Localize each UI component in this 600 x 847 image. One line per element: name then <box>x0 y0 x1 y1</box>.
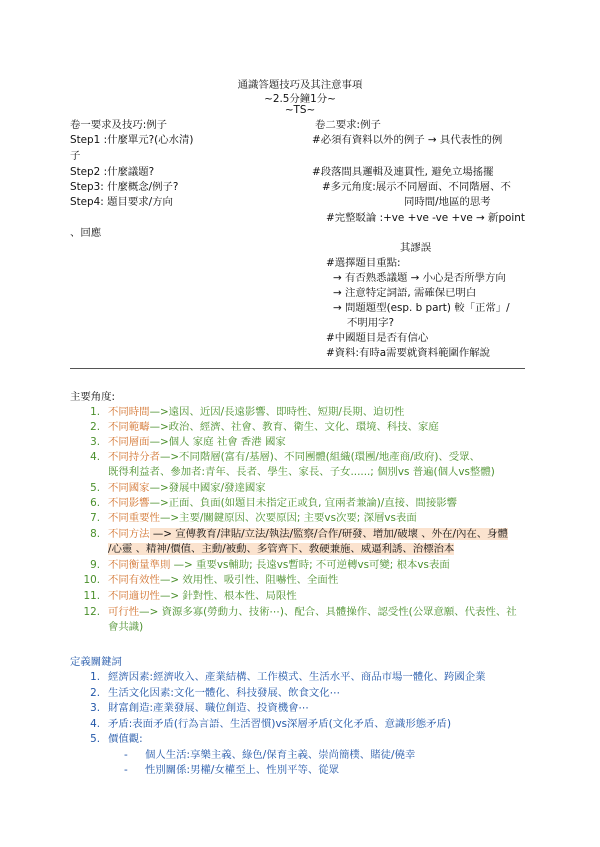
angle-lead: 不同重要性 <box>108 512 160 524</box>
list-item <box>108 573 338 587</box>
list-item <box>108 605 517 619</box>
list-item <box>108 589 297 603</box>
mistake-choose-topic: #選擇題目重點: <box>326 257 401 269</box>
keyword-number: 2. <box>90 687 100 699</box>
angle-detail-highlighted: /心靈 、精神/價值、主動/被動、多管齊下、敎硬兼施、威逼利誘、治標治本 <box>108 543 455 555</box>
list-item: 生活文化因素:文化一體化、科技發展、飲食文化⋯ <box>108 687 341 699</box>
step3: Step3: 什麼概念/例子? <box>70 181 179 193</box>
angle-number: 2. <box>90 421 100 433</box>
paper2-point-perspectives: #多元角度:展示不同層面、不同階層、不 <box>322 181 511 193</box>
angle-detail-line2: 會共識) <box>108 621 144 633</box>
list-item: 矛盾:表面矛盾(行為言語、生活習慣)vs深層矛盾(文化矛盾、意識形態矛盾) <box>108 718 451 730</box>
sub-bullet-dash: - <box>124 749 128 761</box>
paper1-heading: 卷一要求及技巧:例子 <box>70 119 168 131</box>
angle-lead: 不同時間 <box>108 406 150 418</box>
list-item: 經濟因素:經濟收入、產業結構、工作模式、生活水平、商品市場一體化、跨國企業 <box>108 671 486 683</box>
angle-lead: 不同有效性 <box>108 574 160 586</box>
angle-detail-highlighted: —> 宣傳教育/津貼/立法/執法/監察/合作/研發、增加/破壞 、外在/內在、身體 <box>149 528 508 540</box>
step2: Step2 :什麼議題? <box>70 166 155 178</box>
paper2-point-rebuttal: #完整駁論 :+ve +ve -ve +ve → 新point <box>326 212 525 224</box>
angle-detail: —>發展中國家/發達國家 <box>149 482 266 494</box>
angle-lead: 不同層面 <box>108 436 150 448</box>
list-item <box>108 496 457 510</box>
angle-number: 3. <box>90 436 100 448</box>
angle-detail: —>不同階層(富有/基層)、不同團體(組織(環團/地產商/政府)、受眾、 <box>159 451 480 463</box>
angle-number: 12. <box>83 606 100 618</box>
mistake-question-type: → 問題題型(esp. b part) 較「正常」/ <box>333 302 510 314</box>
mistake-source-scope: #資料:有時a需要就資料範圍作解說 <box>326 347 491 359</box>
list-item <box>108 435 286 449</box>
paper2-point-examples: #必須有資料以外的例子 → 具代表性的例 <box>312 134 503 146</box>
mistakes-heading: 其謬誤 <box>400 242 432 254</box>
list-item: 財富創造:產業發展、職位創造、投資機會⋯ <box>108 702 309 714</box>
step1-wrap: 子 <box>70 150 81 162</box>
step4: Step4: 題目要求/方向 <box>70 196 173 208</box>
list-item <box>108 405 404 419</box>
angle-detail: —> 資源多寡(勞動力、技術⋯)、配合、具體操作、認受性(公眾意願、代表性、社 <box>139 606 517 618</box>
list-item <box>108 450 480 464</box>
sub-list-item: 性別關係:男權/女權至上、性別平等、從眾 <box>145 764 340 776</box>
list-item <box>108 511 417 525</box>
list-item <box>108 527 508 541</box>
angle-number: 9. <box>90 559 100 571</box>
angle-detail: —>正面、負面(如題目未指定正或負, 宜兩者兼論)/直接、間接影響 <box>149 497 458 509</box>
angle-lead: 不同影響 <box>108 497 150 509</box>
mistake-familiarity: → 有否熟悉議題 → 小心是否所學方向 <box>333 272 506 284</box>
ts-note: ~TS~ <box>284 104 316 116</box>
sub-list-item: 個人生活:享樂主義、綠色/保育主義、崇尚簡樸、賭徒/僥幸 <box>145 749 416 761</box>
list-item <box>108 420 439 434</box>
mistake-keywords: → 注意特定詞語, 需確保已明白 <box>333 287 477 299</box>
keyword-number: 5. <box>90 733 100 745</box>
angle-lead: 不同國家 <box>108 482 150 494</box>
angle-number: 1. <box>90 406 100 418</box>
angle-lead: 不同適切性 <box>108 590 160 602</box>
angle-detail: —>政治、經濟、社會、教育、衛生、文化、環境、科技、家庭 <box>149 421 439 433</box>
document-title: 通識答題技巧及其注意事項 <box>237 79 363 91</box>
mistake-question-type-cont: 不明用字? <box>347 317 395 329</box>
angle-number: 11. <box>83 590 100 602</box>
angle-number: 10. <box>83 574 100 586</box>
step1: Step1 :什麼單元?(心水清) <box>70 134 194 146</box>
angle-number: 8. <box>90 528 100 540</box>
sub-bullet-dash: - <box>124 764 128 776</box>
angle-lead: 不同方法 <box>108 528 150 540</box>
list-item: 價值觀: <box>108 733 143 745</box>
keywords-heading: 定義關鍵詞 <box>70 656 122 668</box>
angle-detail-line2 <box>108 542 454 556</box>
angle-lead: 不同持分者 <box>108 451 160 463</box>
angle-detail: —>個人 家庭 社會 香港 國家 <box>149 436 286 448</box>
angle-detail: —> 針對性、根本性、局限性 <box>159 590 297 602</box>
angle-number: 6. <box>90 497 100 509</box>
angle-detail: —> 重要vs輔助; 長遠vs暫時; 不可逆轉vs可變; 根本vs表面 <box>170 559 450 571</box>
angle-detail-line2: 既得利益者、參加者:青年、長者、學生、家長、子女......; 個別vs 普遍(個人vs整體) <box>108 466 495 478</box>
angle-detail: —> 效用性、吸引性、阻嚇性、全面性 <box>159 574 339 586</box>
mistake-china-topic: #中國題目是否有信心 <box>326 332 429 344</box>
paper2-heading: 卷二要求:例子 <box>315 119 381 131</box>
angle-lead: 可行性 <box>108 606 140 618</box>
angle-number: 4. <box>90 451 100 463</box>
angle-detail: —>主要/關鍵原因、次要原因; 主要vs次要; 深層vs表面 <box>159 512 417 524</box>
keyword-number: 4. <box>90 718 100 730</box>
angle-lead: 不同範疇 <box>108 421 150 433</box>
angle-detail: —>遠因、近因/長遠影響、即時性、短期/長期、迫切性 <box>149 406 405 418</box>
angle-number: 7. <box>90 512 100 524</box>
angle-lead: 不同衡量準則 <box>108 559 171 571</box>
angles-heading: 主要角度: <box>70 391 116 403</box>
timing-note: ~2.5分鐘1分~ <box>264 93 336 105</box>
section-divider <box>70 368 525 369</box>
keyword-number: 3. <box>90 702 100 714</box>
list-item <box>108 558 450 572</box>
wrap-tail: 、回應 <box>70 227 102 239</box>
paper2-point-logic: #段落間具邏輯及連貫性, 避免立場搖擺 <box>312 166 494 178</box>
keyword-number: 1. <box>90 671 100 683</box>
paper2-point-perspectives-cont: 同時間/地區的思考 <box>404 196 491 208</box>
list-item <box>108 481 266 495</box>
angle-number: 5. <box>90 482 100 494</box>
